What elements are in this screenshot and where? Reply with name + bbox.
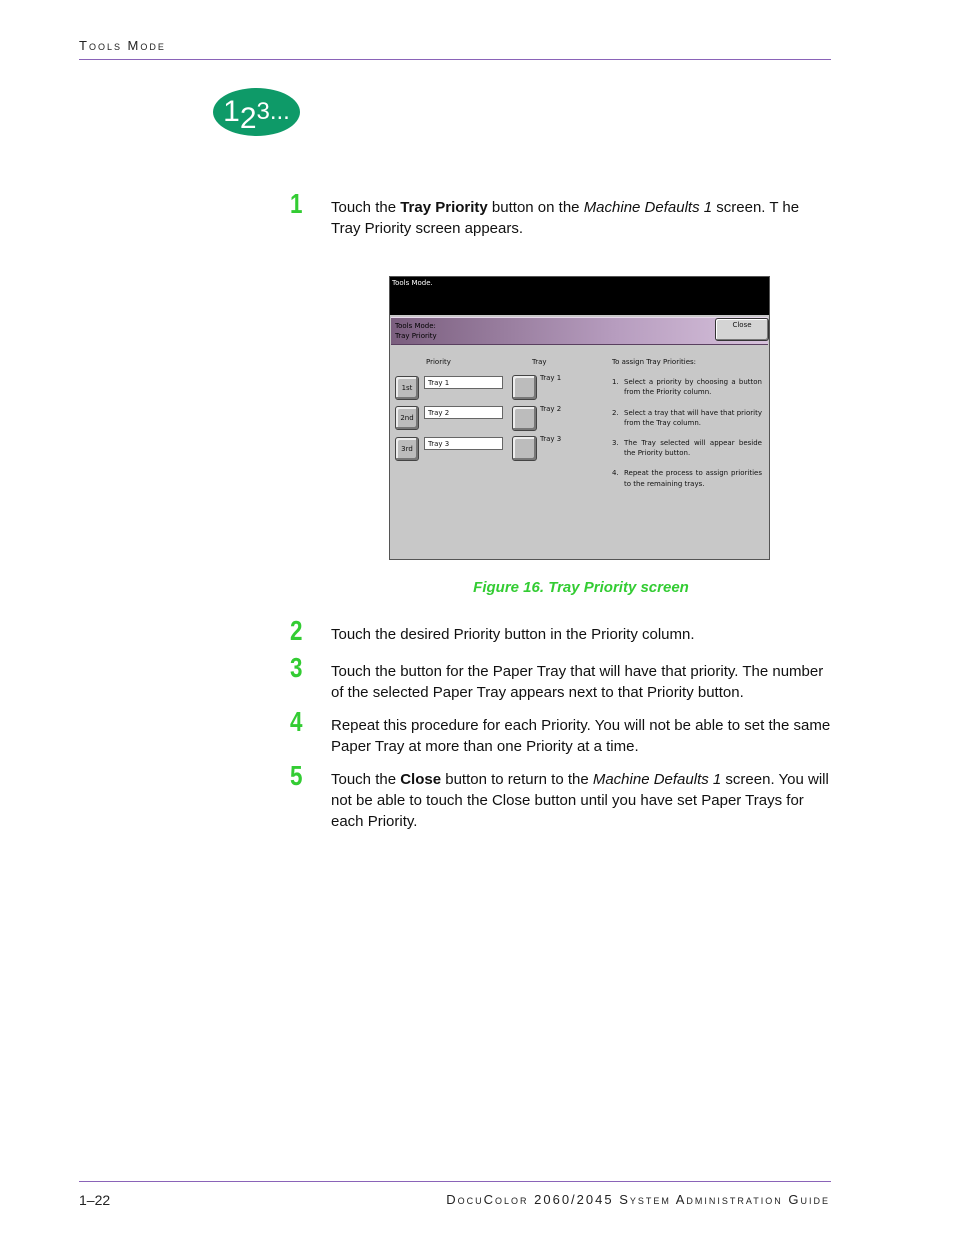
- step-text-part: button on the: [487, 199, 584, 216]
- footer-rule: [79, 1181, 831, 1182]
- priority-1-field: Tray 1: [424, 376, 503, 389]
- step-text: Touch the desired Priority button in the Priority column.: [331, 626, 695, 643]
- step-text-part: Touch the: [331, 199, 401, 216]
- screen-title-line2: Tray Priority: [395, 332, 437, 340]
- priority-2-field: Tray 2: [424, 406, 503, 419]
- step-text: [331, 769, 831, 832]
- screen-titlebar: [391, 317, 768, 345]
- step-number: 4: [290, 706, 303, 737]
- tray-column-header: Tray: [532, 358, 547, 366]
- badge-one: 1: [223, 95, 240, 128]
- close-button[interactable]: Close: [715, 318, 769, 341]
- section-title: Tools Mode: [79, 38, 166, 53]
- step-number: 3: [290, 652, 303, 683]
- instruction-number: 1.: [612, 378, 619, 387]
- instruction-item: [612, 438, 762, 458]
- badge-two: 2: [239, 102, 257, 135]
- tray-2-label: Tray 2: [540, 405, 562, 413]
- step-text-part: button to return to the: [441, 771, 593, 788]
- step-text-italic: Machine Defaults 1: [592, 771, 722, 788]
- tray-3-button[interactable]: [512, 436, 537, 461]
- tray-2-button[interactable]: [512, 406, 537, 431]
- tray-3-label: Tray 3: [540, 435, 562, 443]
- screen-topbar: [390, 277, 769, 315]
- priority-1st-button[interactable]: 1st: [395, 376, 419, 400]
- step-number: 2: [290, 615, 303, 646]
- instruction-item: [612, 468, 762, 488]
- step-number: 5: [290, 760, 303, 791]
- step-text-bold: Tray Priority: [400, 199, 488, 216]
- tray-1-label: Tray 1: [540, 374, 562, 382]
- instruction-text: The Tray selected will appear beside the Priority button.: [624, 439, 762, 458]
- badge-three: 3...: [256, 98, 290, 125]
- instructions-panel: [612, 357, 762, 499]
- instruction-text: Select a priority by choosing a button from the Priority column.: [624, 378, 762, 397]
- step-text-part: screen. T he Tray Priority screen appears.: [331, 199, 800, 237]
- instruction-item: [612, 408, 762, 428]
- step-number: 1: [290, 188, 303, 219]
- instruction-number: 4.: [612, 469, 619, 478]
- tray-priority-screen: [389, 276, 770, 560]
- instruction-number: 3.: [612, 439, 619, 448]
- step-text-part: screen. You will not be able to touch the Close button until you have set Paper Trays for each Priority.: [331, 771, 829, 830]
- step-text: Repeat this procedure for each Priority. You will not be able to set the same Paper Tray at more than one Priority at a time.: [331, 717, 831, 755]
- priority-3-field: Tray 3: [424, 437, 503, 450]
- header-rule: [79, 59, 831, 60]
- instruction-text: Select a tray that will have that priority from the Tray column.: [624, 408, 762, 427]
- instruction-text: Repeat the process to assign priorities to the remaining trays.: [624, 469, 762, 488]
- priority-column-header: Priority: [426, 358, 451, 366]
- figure-caption: Figure 16. Tray Priority screen: [473, 579, 689, 596]
- step-text: [331, 197, 831, 239]
- screen-title-line1: Tools Mode:: [395, 322, 436, 330]
- step-text-italic: Machine Defaults 1: [583, 199, 713, 216]
- instruction-item: [612, 377, 762, 397]
- screen-topbar-label: Tools Mode.: [392, 279, 433, 287]
- step-text: Touch the button for the Paper Tray that will have that priority. The number of the selected Paper Tray appears next to that Priority button.: [331, 663, 824, 701]
- step-text-part: Touch the: [331, 771, 401, 788]
- instructions-title: To assign Tray Priorities:: [612, 358, 697, 366]
- steps-badge-icon: [213, 88, 300, 136]
- instruction-number: 2.: [612, 408, 619, 417]
- priority-2nd-button[interactable]: 2nd: [395, 406, 419, 430]
- page-number: 1–22: [79, 1192, 111, 1208]
- tray-1-button[interactable]: [512, 375, 537, 400]
- step-text-bold: Close: [400, 771, 442, 788]
- guide-title: DocuColor 2060/2045 System Administration Guide: [446, 1192, 830, 1207]
- priority-3rd-button[interactable]: 3rd: [395, 437, 419, 461]
